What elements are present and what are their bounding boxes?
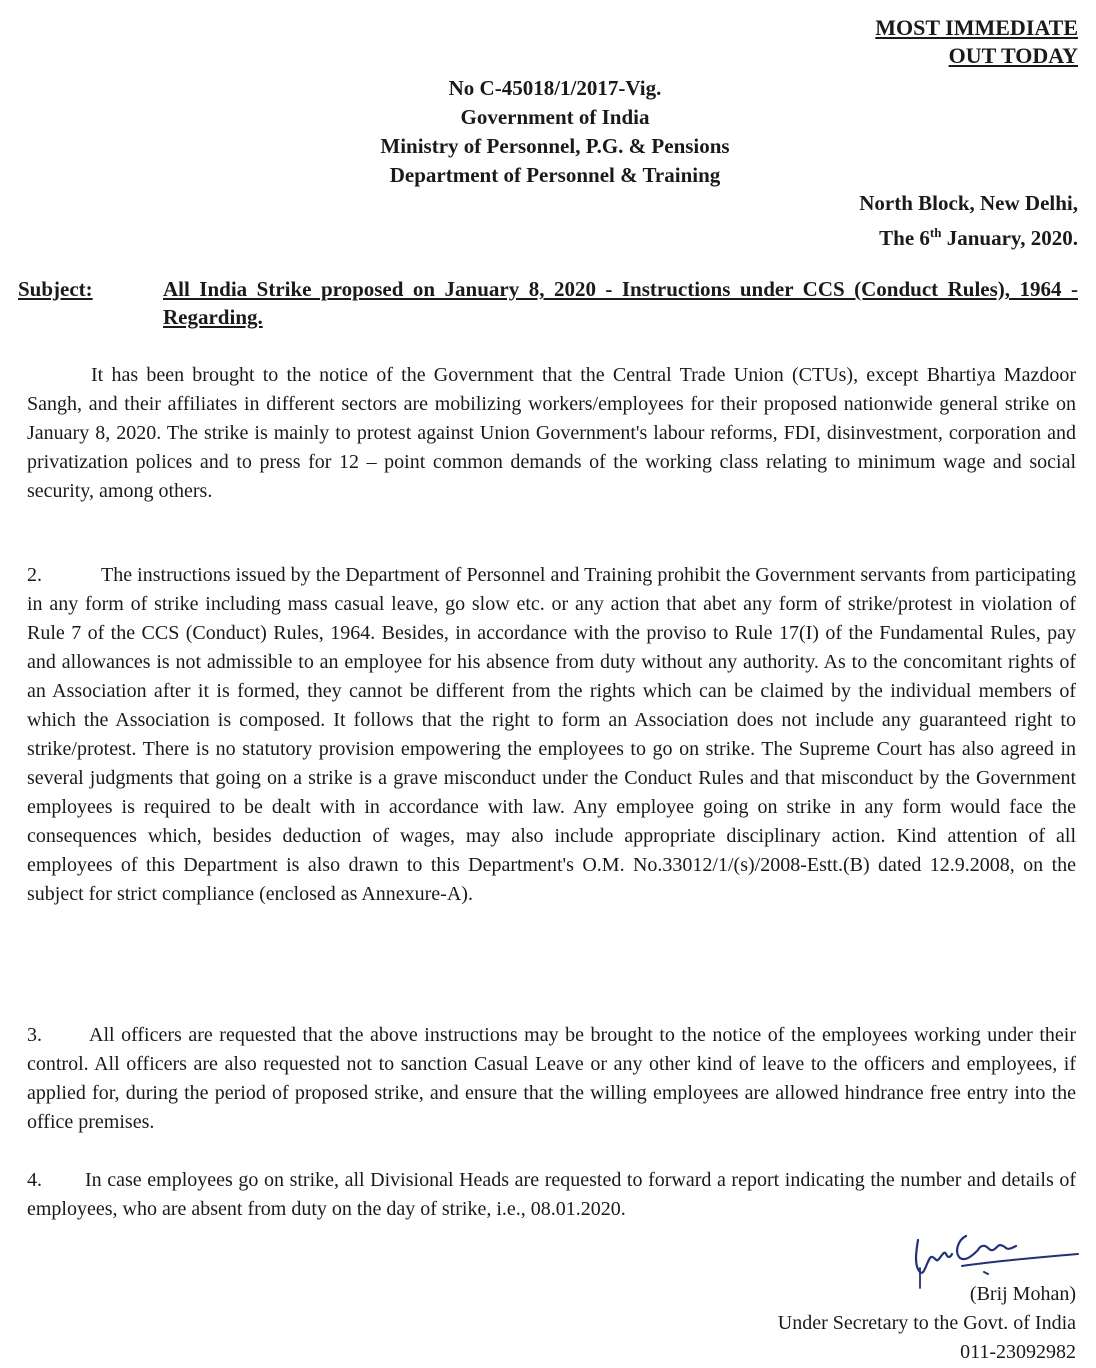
signatory-name: (Brij Mohan) xyxy=(969,1283,1076,1305)
paragraph-2 xyxy=(27,561,1076,909)
paragraph-number: 4. xyxy=(27,1169,42,1191)
place: North Block, New Delhi, xyxy=(859,191,1078,215)
ministry-name: Ministry of Personnel, P.G. & Pensions xyxy=(380,134,730,158)
paragraph-text: All officers are requested that the above instructions may be brought to the notice of the employees working under their control. All officers are also requested not to sanction Casual Leave or any other kind of leave to the officers and employees, if applied for, during the period of proposed strike, and ensure that the willing employees are allowed hindrance free entry into the office premises. xyxy=(27,1024,1076,1133)
subject-label: Subject: xyxy=(18,277,93,301)
priority-marking xyxy=(875,14,1078,70)
signatory-block xyxy=(778,1280,1076,1367)
priority-line-out-today: OUT TODAY xyxy=(948,43,1078,68)
file-number: No C-45018/1/2017-Vig. xyxy=(448,76,662,100)
letterhead xyxy=(300,74,810,190)
department-name: Department of Personnel & Training xyxy=(389,163,721,187)
subject-text: All India Strike proposed on January 8, 2020 - Instructions under CCS (Conduct Rules), 1964 - Regarding. xyxy=(163,277,1078,329)
signatory-phone: 011-23092982 xyxy=(960,1341,1076,1363)
date-superscript: th xyxy=(929,225,942,240)
signatory-designation: Under Secretary to the Govt. of India xyxy=(777,1312,1076,1334)
paragraph-text: The instructions issued by the Department of Personnel and Training prohibit the Government servants from participating in any form of strike including mass casual leave, go slow etc. or any action that abet any form of strike/protest in violation of Rule 7 of the CCS (Conduct) Rules, 1964. Besides, in accordance with the proviso to Rule 17(I) of the Fundamental Rules, pay and allowances is not admissible to an employee for his absence from duty without any authority. As to the concomitant rights of an Association after it is formed, they cannot be different from the rights which can be claimed by the individual members of which the Association is composed. It follows that the right to form an Association does not include any guaranteed right to strike/protest. There is no statutory provision empowering the employees to go on strike. The Supreme Court has also agreed in several judgments that going on a strike is a grave misconduct under the Conduct Rules and that misconduct by the Government employees is required to be dealt with in accordance with law. Any employee going on strike in any form would face the consequences which, besides deduction of wages, may also include appropriate disciplinary action. Kind attention of all employees of this Department is also drawn to this Department's O.M. No.33012/1/(s)/2008-Estt.(B) dated 12.9.2008, on the subject for strict compliance (enclosed as Annexure-A). xyxy=(27,564,1076,905)
paragraph-text: In case employees go on strike, all Divisional Heads are requested to forward a report indicating the number and details of employees, who are absent from duty on the day of strike, i.e., 08.01.2020. xyxy=(27,1169,1076,1220)
paragraph-4 xyxy=(27,1166,1076,1224)
date-prefix: The 6 xyxy=(879,226,930,250)
government-name: Government of India xyxy=(460,105,650,129)
date-suffix: January, 2020. xyxy=(941,226,1078,250)
paragraph-number: 3. xyxy=(27,1024,42,1046)
paragraph-1: It has been brought to the notice of the Government that the Central Trade Union (CTUs), except Bhartiya Mazdoor Sangh, and their affiliates in different sectors are mobilizing workers/employees for their proposed nationwide general strike on January 8, 2020. The strike is mainly to protest against Union Government's labour reforms, FDI, disinvestment, corporation and privatization polices and to press for 12 – point common demands of the working class relating to minimum wage and social security, among others. xyxy=(27,364,1076,502)
paragraph-3 xyxy=(27,1021,1076,1137)
paragraph-number: 2. xyxy=(27,564,42,586)
place-and-date xyxy=(859,189,1078,253)
priority-line-most-immediate: MOST IMMEDIATE xyxy=(875,15,1078,40)
date xyxy=(859,218,1078,253)
